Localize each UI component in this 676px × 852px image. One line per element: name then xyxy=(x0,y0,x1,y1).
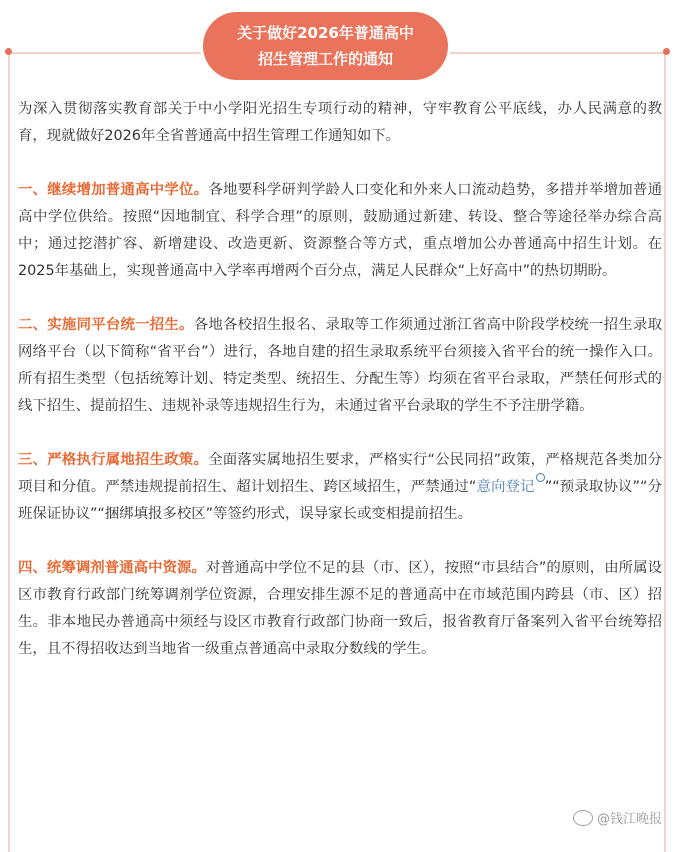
section-2-body: 各地各校招生报名、录取等工作须通过浙江省高中阶段学校统一招生录取网络平台（以下简称“省平台”）进行，各地自建的招生录取系统平台须接入省平台的统一操作入口。所有招生类型（包括统筹计划、特定类型、统招生、分配生等）均须在省平台录取，严禁任何形式的线下招生、提前招生、违规补录等违规招生行为，未通过省平台录取的学生不予注册学籍。 xyxy=(18,317,662,414)
section-3-body-before: 全面落实属地招生要求，严格实行“公民同招”政策，严格规范各类加分项目和分值。严禁违规提前招生、超计划招生、跨区域招生，严禁通过“ xyxy=(18,452,662,495)
search-icon[interactable] xyxy=(536,473,545,482)
title-line-1: 关于做好2026年普通高中 xyxy=(237,24,414,42)
section-4 xyxy=(18,555,662,663)
frame-dot-right xyxy=(663,48,670,55)
section-4-heading: 四、统筹调剂普通高中资源。 xyxy=(18,560,206,576)
section-1-heading: 一、继续增加普通高中学位。 xyxy=(18,182,209,198)
section-2-heading: 二、实施同平台统一招生。 xyxy=(18,317,194,333)
section-3-body-after: ”“预录取协议”“分班保证协议”“捆绑填报多校区”等签约形式，误导家长或变相提前招生。 xyxy=(18,479,662,522)
article-body xyxy=(18,96,662,690)
title-banner xyxy=(203,12,448,80)
section-1-body: 各地要科学研判学龄人口变化和外来人口流动趋势，多措并举增加普通高中学位供给。按照“因地制宜、科学合理”的原则，鼓励通过新建、转设、整合等途径举办综合高中；通过挖潜扩容、新增建设、改造更新、资源整合等方式，重点增加公办普通高中招生计划。在2025年基础上，实现普通高中入学率再增两个百分点，满足人民群众“上好高中”的热切期盼。 xyxy=(18,182,662,279)
section-3-heading: 三、严格执行属地招生政策。 xyxy=(18,452,209,468)
title-line-2: 招生管理工作的通知 xyxy=(257,50,393,68)
intent-registration-link[interactable]: 意向登记 xyxy=(476,479,535,495)
section-1 xyxy=(18,177,662,285)
section-4-body: 对普通高中学位不足的县（市、区），按照“市县结合”的原则，由所属设区市教育行政部门统筹调剂学位资源，合理安排生源不足的普通高中在市域范围内跨县（市、区）招生。非本地民办普通高中须经与设区市教育行政部门协商一致后，报省教育厅备案列入省平台统筹招生，且不得招收达到当地省一级重点普通高中录取分数线的学生。 xyxy=(18,560,662,657)
watermark xyxy=(573,808,662,827)
frame-dot-left xyxy=(5,48,12,55)
section-3 xyxy=(18,447,662,528)
intro-paragraph: 为深入贯彻落实教育部关于中小学阳光招生专项行动的精神，守牢教育公平底线，办人民满意的教育，现就做好2026年全省普通高中招生管理工作通知如下。 xyxy=(18,101,662,144)
weibo-icon xyxy=(573,810,593,826)
section-2 xyxy=(18,312,662,420)
watermark-text: @钱江晚报 xyxy=(596,812,662,827)
